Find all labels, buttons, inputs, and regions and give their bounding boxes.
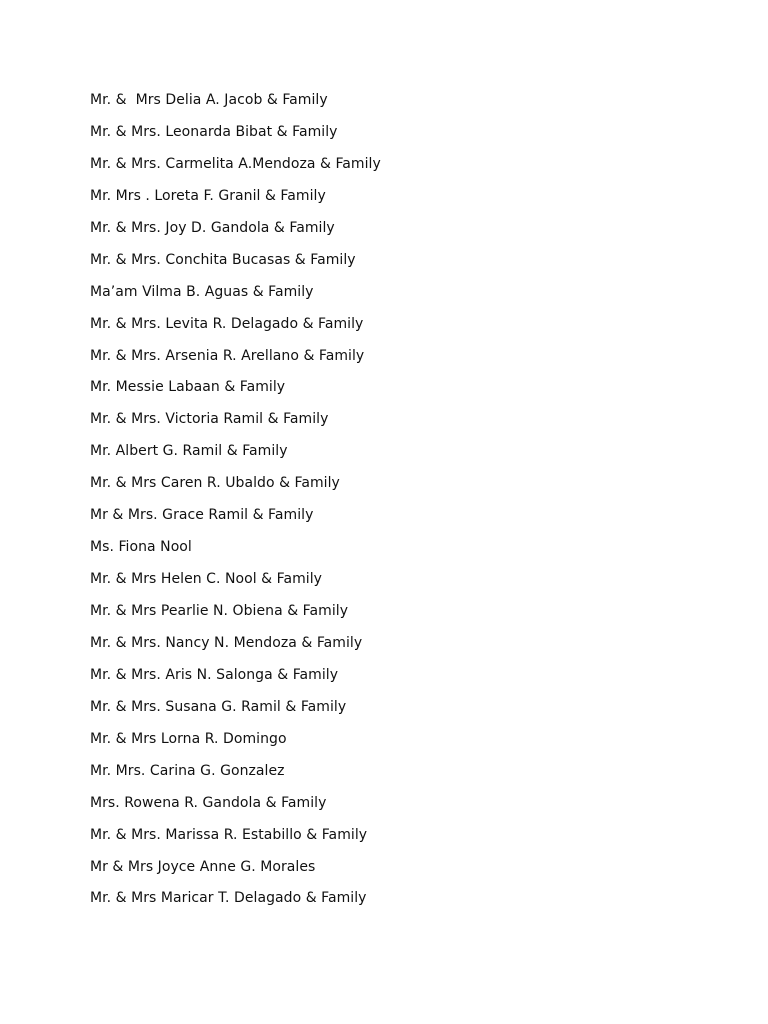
list-item: Mr. & Mrs Helen C. Nool & Family — [90, 571, 322, 588]
list-item: Mr. & Mrs. Joy D. Gandola & Family — [90, 219, 335, 236]
list-item: Mrs. Rowena R. Gandola & Family — [90, 794, 327, 811]
list-item: Mr. & Mrs. Marissa R. Estabillo & Family — [90, 826, 368, 843]
list-item: Ms. Fiona Nool — [90, 539, 192, 556]
list-item: Mr. Messie Labaan & Family — [90, 379, 286, 396]
list-item: Mr. & Mrs. Conchita Bucasas & Family — [90, 251, 356, 268]
name-list — [90, 91, 381, 921]
list-item: Mr. & Mrs Caren R. Ubaldo & Family — [90, 475, 340, 492]
list-item: Mr. & Mrs. Leonarda Bibat & Family — [90, 123, 338, 140]
list-item: Mr. & Mrs. Susana G. Ramil & Family — [90, 698, 347, 715]
list-item: Mr. & Mrs Maricar T. Delagado & Family — [90, 890, 367, 907]
list-item: Mr & Mrs. Grace Ramil & Family — [90, 507, 314, 524]
list-item: Mr. & Mrs. Levita R. Delagado & Family — [90, 315, 364, 332]
list-item: Ma’am Vilma B. Aguas & Family — [90, 283, 314, 300]
list-item: Mr & Mrs Joyce Anne G. Morales — [90, 858, 316, 875]
list-item: Mr. Mrs. Carina G. Gonzalez — [90, 762, 285, 779]
list-item: Mr. & Mrs Lorna R. Domingo — [90, 730, 287, 747]
list-item: Mr. & Mrs. Victoria Ramil & Family — [90, 411, 329, 428]
list-item: Mr. Albert G. Ramil & Family — [90, 443, 288, 460]
list-item: Mr. & Mrs. Carmelita A.Mendoza & Family — [90, 155, 381, 172]
list-item: Mr. & Mrs. Nancy N. Mendoza & Family — [90, 634, 363, 651]
list-item: Mr. & Mrs Pearlie N. Obiena & Family — [90, 603, 349, 619]
list-item: Mr. & Mrs. Aris N. Salonga & Family — [90, 666, 339, 683]
list-item: Mr. & Mrs Delia A. Jacob & Family — [90, 92, 328, 108]
list-item: Mr. Mrs . Loreta F. Granil & Family — [90, 187, 326, 204]
list-item: Mr. & Mrs. Arsenia R. Arellano & Family — [90, 347, 365, 364]
